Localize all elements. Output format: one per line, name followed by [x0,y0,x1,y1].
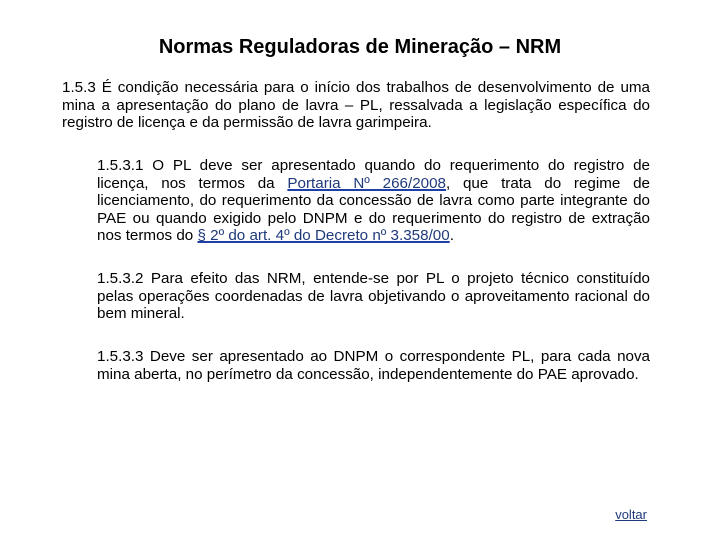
page-title: Normas Reguladoras de Mineração – NRM [158,36,562,58]
paragraph-1-5-3-2: 1.5.3.2 Para efeito das NRM, entende-se por PL o projeto técnico constituído pelas operações coordenadas de lavra objetivando o aproveitamento racional do bem mineral. [97,270,650,322]
paragraph-1-5-3: 1.5.3 É condição necessária para o início dos trabalhos de desenvolvimento de uma mina a apresentação do plano de lavra – PL, ressalvada a legislação específica do registro de licença e da permissão de lavra garimpeira. [62,79,650,131]
paragraph-text-end: . [449,227,454,244]
paragraph-text-middle: , que trata do regime de licenciamento, do requerimento da concessão de lavra como parte integrante do PAE ou quando exigido pelo DNPM e do requerimento do registro de extração nos termos do [97,174,651,244]
paragraph-1-5-3-1 [97,157,650,245]
decreto-3358-link[interactable]: § 2º do art. 4º do Decreto nº 3.358/00 [197,227,450,244]
paragraph-text-start: 1.5.3.1 O PL deve ser apresentado quando do requerimento do registro de licença, nos termos da [97,157,650,192]
portaria-266-2008-link[interactable]: Portaria Nº 266/2008 [287,174,446,192]
back-link[interactable]: voltar [615,507,647,522]
paragraph-1-5-3-3: 1.5.3.3 Deve ser apresentado ao DNPM o correspondente PL, para cada nova mina aberta, no perímetro da concessão, independentemente do PAE aprovado. [97,348,650,383]
